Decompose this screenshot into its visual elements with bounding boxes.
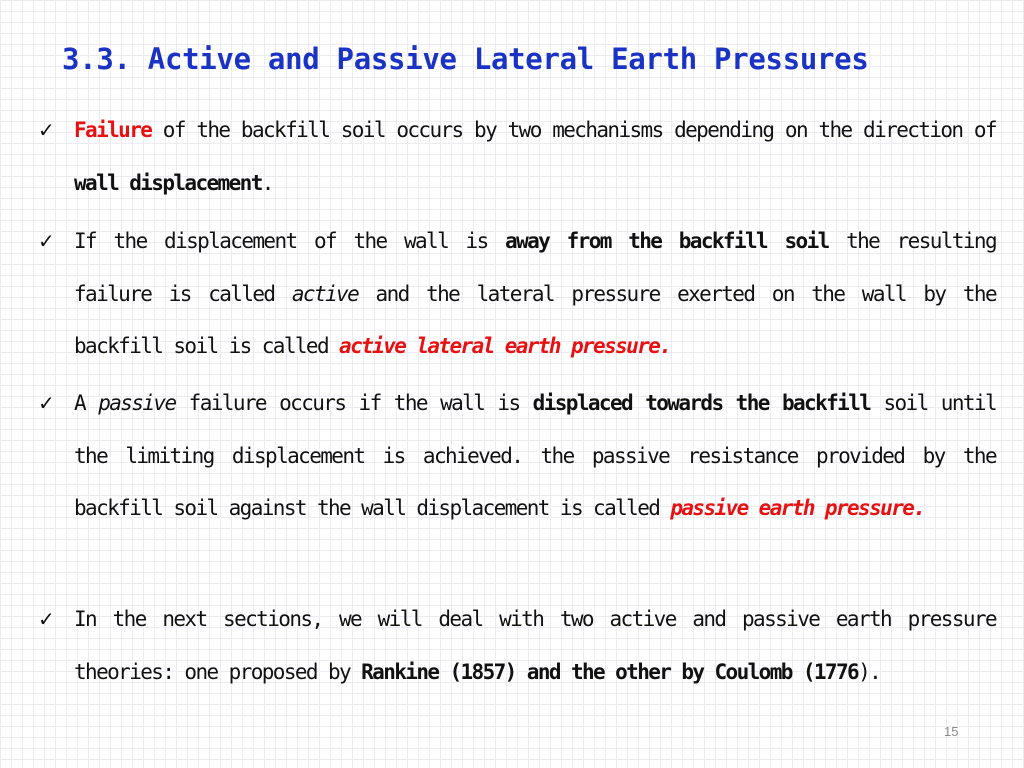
text-segment: . (261, 170, 273, 195)
text-segment: If the displacement of the wall is (74, 229, 506, 253)
text-segment: the resulting failure is called (74, 229, 996, 306)
text-segment: failure occurs if the wall is (175, 391, 533, 415)
text-segment: of the backfill soil occurs by two mechanisms depending on the direction of (151, 118, 996, 142)
slide-title: 3.3. Active and Passive Lateral Earth Pressures (62, 42, 869, 76)
text-segment: active lateral earth pressure. (339, 334, 671, 358)
text-segment: In the next sections, we will deal with two active and passive earth pressure theories: one proposed by (74, 607, 996, 684)
text-segment: ). (858, 659, 881, 684)
check-icon: ✓ (38, 229, 55, 253)
page-number: 15 (944, 724, 959, 739)
text-segment: and the lateral pressure exerted on the wall by the backfill soil is called (74, 281, 996, 358)
bullet-text-3 (74, 377, 996, 535)
bullet-text-4 (74, 593, 996, 698)
bullet-text-2 (74, 215, 996, 373)
text-segment: passive (98, 391, 176, 415)
check-icon: ✓ (38, 118, 55, 142)
check-icon: ✓ (38, 391, 55, 415)
text-segment: soil until the limiting displacement is achieved. the passive resistance provided by the backfill soil against the wall displacement is called (74, 391, 996, 520)
text-segment: Rankine (1857) and the other by Coulomb (1776 (361, 659, 859, 684)
text-segment: passive earth pressure. (670, 496, 925, 520)
bullet-text-1 (74, 104, 996, 209)
check-icon: ✓ (38, 607, 55, 631)
text-segment: A (74, 391, 99, 415)
text-segment: away from the backfill soil (505, 229, 829, 253)
text-segment: active (291, 281, 359, 306)
text-segment: Failure (74, 118, 152, 142)
text-segment: wall displacement (74, 170, 262, 195)
text-segment: displaced towards the backfill (532, 391, 871, 415)
